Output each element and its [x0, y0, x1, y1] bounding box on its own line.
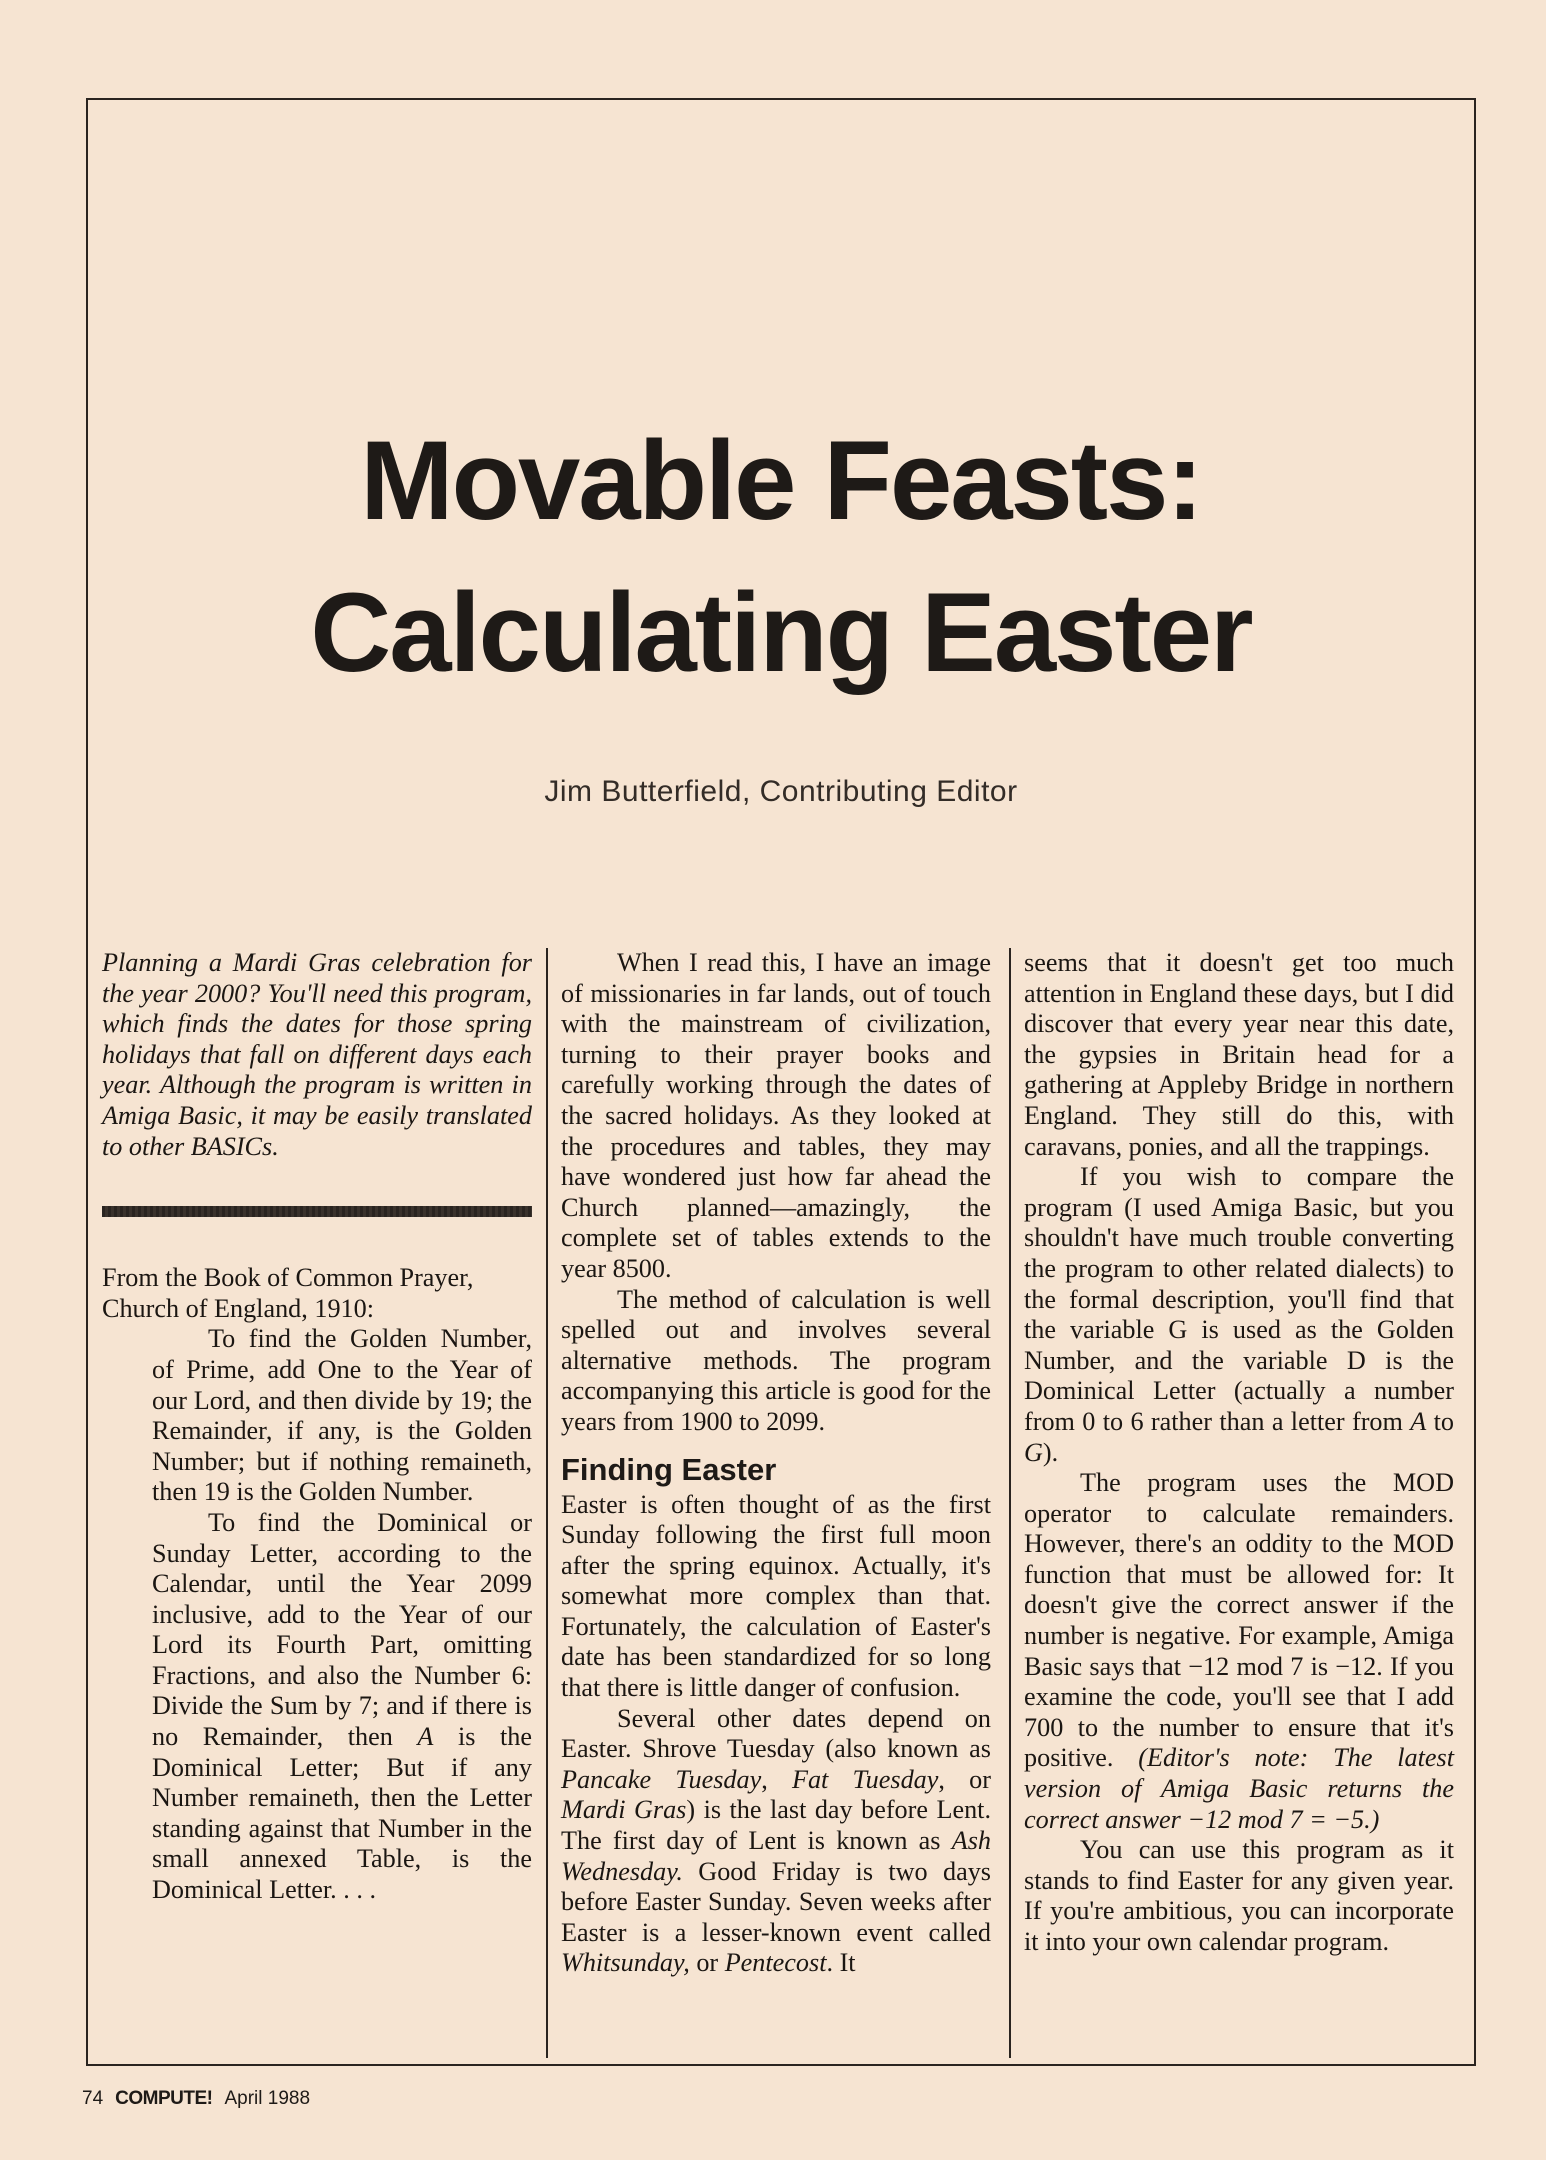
column-divider-2: [1009, 948, 1011, 2058]
column-divider-1: [546, 948, 548, 2058]
column-3: [1024, 948, 1454, 1958]
intro-rule: [102, 1206, 532, 1217]
column3-paragraph-4: You can use this program as it stands to find Easter for any given year. If you're ambitious, you can incorporate it into your own calendar program.: [1024, 1835, 1454, 1956]
issue-date: April 1988: [224, 2088, 311, 2109]
article-title: [86, 405, 1476, 709]
column-1: [102, 948, 532, 1906]
quote-paragraph-2: To find the Dominical or Sunday Letter, according to the Calendar, until the Year 2099 inclusive, add to the Year of our Lord its Fourth Part, omitting Fractions, and also the Number 6: Divide the Sum by 7; and if there is no Remainder, then A is the Dominical Letter; But if any Number remaineth, then the Letter standing against that Number in the small annexed Table, is the Dominical Letter. . . .: [152, 1507, 532, 1905]
column2-paragraph-3: Easter is often thought of as the first Sunday following the first full moon after the spring equinox. Actually, it's somewhat more complex than that. Fortunately, the calculation of Easter's date has been standardized for so long that there is little danger of confusion.: [561, 1489, 991, 1703]
column2-paragraph-4: Several other dates depend on Easter. Shrove Tuesday (also known as Pancake Tuesday, Fat Tuesday, or Mardi Gras) is the last day before Lent. The first day of Lent is known as Ash Wednesday. Good Friday is two days before Easter Sunday. Seven weeks after Easter is a lesser-known event called Whitsunday, or Pentecost. It: [561, 1703, 991, 1978]
page-footer: [82, 2088, 310, 2110]
column2-paragraph-1: When I read this, I have an image of missionaries in far lands, out of touch with the mainstream of civilization, turning to their prayer books and carefully working through the dates of the sacred holidays. As they looked at the procedures and tables, they may have wondered just how far ahead the Church planned—amazingly, the complete set of tables extends to the year 8500.: [561, 948, 991, 1283]
column3-paragraph-3: The program uses the MOD operator to calculate remainders. However, there's an oddity to the MOD function that must be allowed for: It doesn't give the correct answer if the number is negative. For example, Amiga Basic says that −12 mod 7 is −12. If you examine the code, you'll see that I add 700 to the number to ensure that it's positive. (Editor's note: The latest version of Amiga Basic returns the correct answer −12 mod 7 = −5.): [1024, 1468, 1454, 1834]
column2-paragraph-2: The method of calculation is well spelled out and involves several alternative methods. The program accompanying this article is good for the years from 1900 to 2099.: [561, 1284, 991, 1436]
section-heading: Finding Easter: [561, 1451, 777, 1487]
intro-text: Planning a Mardi Gras celebration for the year 2000? You'll need this program, which finds the dates for those spring holidays that fall on different days each year. Although the program is written in Amiga Basic, it may be easily translated to other BASICs.: [102, 948, 532, 1161]
magazine-name: COMPUTE!: [115, 2088, 213, 2109]
prayer-book-quote: [152, 1324, 532, 1905]
page-number: 74: [82, 2088, 104, 2109]
title-line-2: Calculating Easter: [310, 570, 1252, 695]
column-2: [561, 948, 991, 1979]
column3-paragraph-1: seems that it doesn't get too much attention in England these days, but I did discover that every year near this date, the gypsies in Britain head for a gathering at Appleby Bridge in northern England. They still do this, with caravans, ponies, and all the trappings.: [1024, 948, 1454, 1161]
column3-paragraph-2: If you wish to compare the program (I used Amiga Basic, but you shouldn't have much trouble converting the program to other related dialects) to the formal description, you'll find that the variable G is used as the Golden Number, and the variable D is the Dominical Letter (actually a number from 0 to 6 rather than a letter from A to G).: [1024, 1162, 1454, 1467]
quote-paragraph-1: To find the Golden Number, of Prime, add One to the Year of our Lord, and then divide by 19; the Remainder, if any, is the Golden Number; but if nothing remaineth, then 19 is the Golden Number.: [152, 1324, 532, 1507]
byline: Jim Butterfield, Contributing Editor: [544, 775, 1018, 808]
title-line-1: Movable Feasts:: [360, 418, 1202, 543]
quote-source: From the Book of Common Prayer, Church of England, 1910:: [102, 1263, 474, 1323]
